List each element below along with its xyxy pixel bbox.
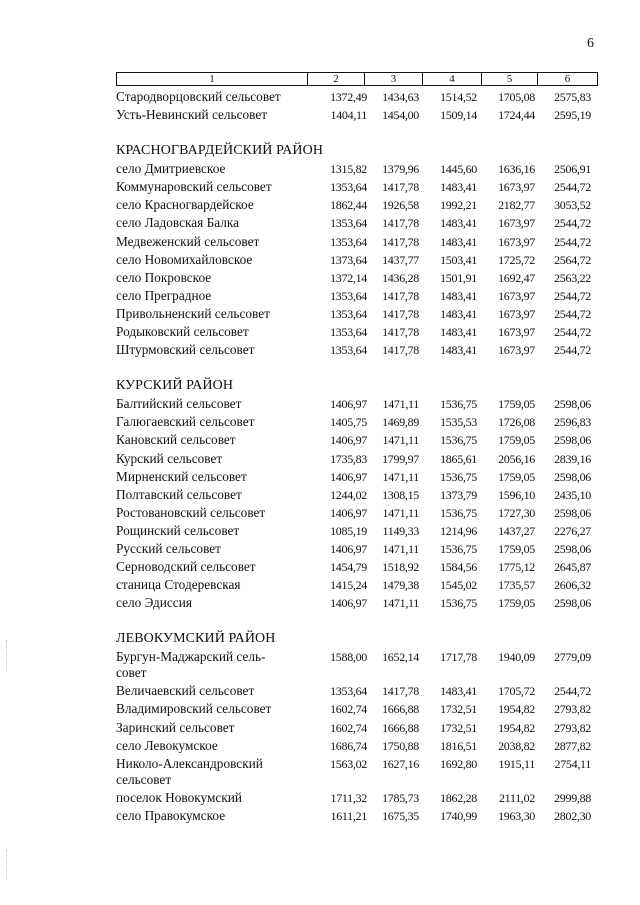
- value-cell: 1732,51: [440, 702, 477, 717]
- value-cell: 1865,61: [440, 451, 477, 466]
- settlement-name: Полтавский сельсовет: [116, 486, 242, 502]
- value-cell: 1405,75: [330, 415, 367, 430]
- row-values: [316, 305, 591, 323]
- value-cell: 1535,53: [440, 415, 477, 430]
- settlement-name: Родыковский сельсовет: [116, 324, 249, 340]
- value-cell: 1353,64: [330, 306, 367, 321]
- value-cell: 1611,21: [330, 808, 367, 823]
- value-cell: 1673,97: [498, 216, 535, 231]
- row-values: [316, 468, 591, 486]
- value-cell: 1214,96: [440, 523, 477, 538]
- value-cell: 1536,75: [440, 397, 477, 412]
- value-cell: 1673,97: [498, 325, 535, 340]
- table-row: [116, 287, 606, 305]
- value-cell: 1379,96: [382, 162, 419, 177]
- table-row: [116, 88, 606, 106]
- row-values: [316, 558, 591, 576]
- value-cell: 2645,87: [554, 560, 591, 575]
- column-header-table: [116, 72, 598, 86]
- value-cell: 1471,11: [382, 433, 419, 448]
- value-cell: 2839,16: [554, 451, 591, 466]
- district-heading: КУРСКИЙ РАЙОН: [116, 378, 234, 394]
- value-cell: 1479,38: [382, 578, 419, 593]
- column-number-2: 2: [308, 73, 365, 86]
- row-values: [316, 395, 591, 413]
- settlement-name: Владимировский сельсовет: [116, 701, 272, 717]
- value-cell: 1469,89: [382, 415, 419, 430]
- value-cell: 1992,21: [440, 198, 477, 213]
- settlement-name: Рощинский сельсовет: [116, 522, 240, 538]
- value-cell: 1673,97: [498, 234, 535, 249]
- row-values: [316, 323, 591, 341]
- value-cell: 1406,97: [330, 397, 367, 412]
- row-values: [316, 504, 591, 522]
- settlement-name: поселок Новокумский: [116, 789, 242, 805]
- value-cell: 2779,09: [554, 650, 591, 665]
- table-row: [116, 323, 606, 341]
- value-cell: 1417,78: [382, 684, 419, 699]
- row-values: [316, 755, 591, 773]
- row-values: [316, 341, 591, 359]
- table-row: [116, 522, 606, 540]
- value-cell: 1954,82: [498, 702, 535, 717]
- settlement-name: Кановский сельсовет: [116, 432, 236, 448]
- table-row: [116, 269, 606, 287]
- table-row: [116, 431, 606, 449]
- row-values: [316, 807, 591, 825]
- settlement-name: Курский сельсовет: [116, 450, 223, 466]
- settlement-name: станица Стодеревская: [116, 577, 241, 593]
- value-cell: 1372,49: [330, 90, 367, 104]
- value-cell: 1740,99: [440, 808, 477, 823]
- table-row: [116, 648, 606, 682]
- value-cell: 1509,14: [440, 108, 477, 123]
- settlement-name: село Красногвардейское: [116, 197, 254, 213]
- table-row: [116, 450, 606, 468]
- settlement-name: Заринский сельсовет: [116, 719, 235, 735]
- row-values: [316, 431, 591, 449]
- value-cell: 1406,97: [330, 505, 367, 520]
- settlement-name: село Дмитриевское: [116, 161, 226, 177]
- value-cell: 1353,64: [330, 288, 367, 303]
- value-cell: 2793,82: [554, 702, 591, 717]
- value-cell: 1437,27: [498, 523, 535, 538]
- row-values: [316, 522, 591, 540]
- column-header-row: [117, 73, 598, 86]
- value-cell: 1085,19: [330, 523, 367, 538]
- value-cell: 1417,78: [382, 234, 419, 249]
- table-row: [116, 160, 606, 178]
- value-cell: 1862,44: [330, 198, 367, 213]
- settlement-name: Привольненский сельсовет: [116, 305, 270, 321]
- value-cell: 1308,15: [382, 487, 419, 502]
- settlement-name: Штурмовский сельсовет: [116, 342, 255, 358]
- value-cell: 1417,78: [382, 216, 419, 231]
- value-cell: 1149,33: [382, 523, 419, 538]
- value-cell: 1705,72: [498, 684, 535, 699]
- table-row: [116, 576, 606, 594]
- value-cell: 2182,77: [498, 198, 535, 213]
- value-cell: 1602,74: [330, 702, 367, 717]
- settlement-name: Коммунаровский сельсовет: [116, 179, 272, 195]
- table-row: [116, 807, 606, 825]
- settlement-name: село Ладовская Балка: [116, 215, 240, 231]
- value-cell: 1315,82: [330, 162, 367, 177]
- value-cell: 1915,11: [498, 756, 535, 771]
- value-cell: 1471,11: [382, 469, 419, 484]
- row-values: [316, 233, 591, 251]
- value-cell: 1652,14: [382, 650, 419, 665]
- row-values: [316, 251, 591, 269]
- value-cell: 2598,06: [554, 596, 591, 611]
- value-cell: 1483,41: [440, 216, 477, 231]
- table-row: [116, 413, 606, 431]
- table-row: [116, 214, 606, 232]
- row-values: [316, 214, 591, 232]
- settlement-name: Николо-Александровский сельсовет: [116, 755, 263, 787]
- table-row: [116, 251, 606, 269]
- settlement-name: Величаевский сельсовет: [116, 683, 255, 699]
- value-cell: 1725,72: [498, 252, 535, 267]
- value-cell: 2598,06: [554, 541, 591, 556]
- value-cell: 1417,78: [382, 180, 419, 195]
- value-cell: 2544,72: [554, 288, 591, 303]
- value-cell: 1954,82: [498, 720, 535, 735]
- table-row: [116, 540, 606, 558]
- row-values: [316, 450, 591, 468]
- table-row: [116, 504, 606, 522]
- value-cell: 1406,97: [330, 433, 367, 448]
- row-values: [316, 682, 591, 700]
- value-cell: 1353,64: [330, 343, 367, 358]
- value-cell: 1775,12: [498, 560, 535, 575]
- table-row: [116, 737, 606, 755]
- column-number-6: 6: [538, 73, 598, 86]
- settlement-name: Серноводский сельсовет: [116, 559, 256, 575]
- value-cell: 1373,79: [440, 487, 477, 502]
- row-values: [316, 719, 591, 737]
- value-cell: 1471,11: [382, 541, 419, 556]
- value-cell: 1732,51: [440, 720, 477, 735]
- value-cell: 2575,83: [554, 90, 591, 104]
- value-cell: 1417,78: [382, 288, 419, 303]
- value-cell: 2544,72: [554, 216, 591, 231]
- table-row: [116, 682, 606, 700]
- value-cell: 1483,41: [440, 288, 477, 303]
- value-cell: 1436,28: [382, 270, 419, 285]
- settlement-name: Ростовановский сельсовет: [116, 504, 266, 520]
- settlement-name: Медвеженский сельсовет: [116, 233, 260, 249]
- value-cell: 2598,06: [554, 397, 591, 412]
- value-cell: 1483,41: [440, 234, 477, 249]
- value-cell: 1483,41: [440, 325, 477, 340]
- page-number: 6: [587, 36, 594, 51]
- value-cell: 1353,64: [330, 325, 367, 340]
- value-cell: 1501,91: [440, 270, 477, 285]
- value-cell: 1675,35: [382, 808, 419, 823]
- value-cell: 2544,72: [554, 234, 591, 249]
- value-cell: 2564,72: [554, 252, 591, 267]
- row-values: [316, 540, 591, 558]
- value-cell: 1759,05: [498, 596, 535, 611]
- value-cell: 1514,52: [440, 90, 477, 104]
- value-cell: 2111,02: [498, 790, 535, 805]
- value-cell: 1940,09: [498, 650, 535, 665]
- settlement-name: село Эдиссия: [116, 595, 192, 611]
- table-row: [116, 486, 606, 504]
- value-cell: 2595,19: [554, 108, 591, 123]
- value-cell: 2038,82: [498, 738, 535, 753]
- row-values: [316, 594, 591, 612]
- row-values: [316, 178, 591, 196]
- value-cell: 1717,78: [440, 650, 477, 665]
- value-cell: 2598,06: [554, 433, 591, 448]
- value-cell: 1406,97: [330, 541, 367, 556]
- value-cell: 1727,30: [498, 505, 535, 520]
- value-cell: 1353,64: [330, 684, 367, 699]
- value-cell: 1437,77: [382, 252, 419, 267]
- value-cell: 1926,58: [382, 198, 419, 213]
- value-cell: 1483,41: [440, 306, 477, 321]
- value-cell: 1588,00: [330, 650, 367, 665]
- value-cell: 2563,22: [554, 270, 591, 285]
- value-cell: 1735,57: [498, 578, 535, 593]
- value-cell: 1711,32: [330, 790, 367, 805]
- value-cell: 1503,41: [440, 252, 477, 267]
- value-cell: 1353,64: [330, 234, 367, 249]
- value-cell: 1353,64: [330, 180, 367, 195]
- value-cell: 1686,74: [330, 738, 367, 753]
- value-cell: 1759,05: [498, 469, 535, 484]
- table-row: [116, 594, 606, 612]
- value-cell: 1673,97: [498, 306, 535, 321]
- scan-edge-mark: [6, 850, 8, 880]
- value-cell: 1816,51: [440, 738, 477, 753]
- value-cell: 2596,83: [554, 415, 591, 430]
- value-cell: 1434,63: [382, 90, 419, 104]
- value-cell: 2999,88: [554, 790, 591, 805]
- scan-edge-mark: [6, 640, 8, 670]
- value-cell: 2544,72: [554, 325, 591, 340]
- row-values: [316, 287, 591, 305]
- settlement-name: село Преградное: [116, 287, 212, 303]
- table-row: [116, 395, 606, 413]
- settlement-name: Бургун-Маджарский сель- совет: [116, 649, 266, 681]
- value-cell: 1596,10: [498, 487, 535, 502]
- value-cell: 1636,16: [498, 162, 535, 177]
- value-cell: 1471,11: [382, 397, 419, 412]
- value-cell: 1417,78: [382, 306, 419, 321]
- value-cell: 1673,97: [498, 180, 535, 195]
- row-values: [316, 88, 591, 106]
- value-cell: 1602,74: [330, 720, 367, 735]
- value-cell: 1584,56: [440, 560, 477, 575]
- value-cell: 1445,60: [440, 162, 477, 177]
- table-row: [116, 341, 606, 359]
- district-heading: ЛЕВОКУМСКИЙ РАЙОН: [116, 631, 276, 647]
- value-cell: 1759,05: [498, 433, 535, 448]
- value-cell: 1417,78: [382, 325, 419, 340]
- settlement-name: село Покровское: [116, 269, 212, 285]
- value-cell: 1692,80: [440, 756, 477, 771]
- value-cell: 1862,28: [440, 790, 477, 805]
- value-cell: 2544,72: [554, 343, 591, 358]
- settlement-name: Галюгаевский сельсовет: [116, 414, 255, 430]
- value-cell: 1483,41: [440, 180, 477, 195]
- value-cell: 1963,30: [498, 808, 535, 823]
- value-cell: 1353,64: [330, 216, 367, 231]
- row-values: [316, 269, 591, 287]
- row-values: [316, 106, 591, 124]
- column-number-3: 3: [365, 73, 423, 86]
- value-cell: 2435,10: [554, 487, 591, 502]
- row-values: [316, 700, 591, 718]
- value-cell: 2802,30: [554, 808, 591, 823]
- settlement-name: Русский сельсовет: [116, 540, 221, 556]
- value-cell: 1563,02: [330, 756, 367, 771]
- document-body: [116, 88, 606, 825]
- row-values: [316, 486, 591, 504]
- table-row: [116, 468, 606, 486]
- table-row: [116, 719, 606, 737]
- settlement-name: Мирненский сельсовет: [116, 468, 247, 484]
- value-cell: 1536,75: [440, 541, 477, 556]
- row-values: [316, 576, 591, 594]
- settlement-name: село Новомихайловское: [116, 251, 253, 267]
- value-cell: 1417,78: [382, 343, 419, 358]
- settlement-name: село Левокумское: [116, 737, 218, 753]
- row-values: [316, 196, 591, 214]
- value-cell: 1454,00: [382, 108, 419, 123]
- value-cell: 2754,11: [554, 756, 591, 771]
- value-cell: 2544,72: [554, 180, 591, 195]
- value-cell: 1518,92: [382, 560, 419, 575]
- value-cell: 1454,79: [330, 560, 367, 575]
- row-values: [316, 737, 591, 755]
- row-values: [316, 413, 591, 431]
- value-cell: 2276,27: [554, 523, 591, 538]
- value-cell: 1373,64: [330, 252, 367, 267]
- row-values: [316, 789, 591, 807]
- value-cell: 1673,97: [498, 343, 535, 358]
- table-row: [116, 233, 606, 251]
- value-cell: 1799,97: [382, 451, 419, 466]
- value-cell: 1536,75: [440, 469, 477, 484]
- value-cell: 1726,08: [498, 415, 535, 430]
- value-cell: 1406,97: [330, 469, 367, 484]
- value-cell: 1673,97: [498, 288, 535, 303]
- table-row: [116, 789, 606, 807]
- value-cell: 1627,16: [382, 756, 419, 771]
- value-cell: 1705,08: [498, 90, 535, 104]
- value-cell: 1735,83: [330, 451, 367, 466]
- value-cell: 2606,32: [554, 578, 591, 593]
- value-cell: 1545,02: [440, 578, 477, 593]
- value-cell: 1244,02: [330, 487, 367, 502]
- value-cell: 1372,14: [330, 270, 367, 285]
- table-row: [116, 700, 606, 718]
- value-cell: 1666,88: [382, 720, 419, 735]
- value-cell: 1750,88: [382, 738, 419, 753]
- value-cell: 2598,06: [554, 469, 591, 484]
- settlement-name: Стародворцовский сельсовет: [116, 89, 281, 104]
- value-cell: 1483,41: [440, 684, 477, 699]
- value-cell: 1415,24: [330, 578, 367, 593]
- table-row: [116, 755, 606, 789]
- value-cell: 2793,82: [554, 720, 591, 735]
- table-row: [116, 558, 606, 576]
- table-row: [116, 178, 606, 196]
- table-row: [116, 305, 606, 323]
- value-cell: 1536,75: [440, 433, 477, 448]
- value-cell: 2544,72: [554, 684, 591, 699]
- settlement-name: Балтийский сельсовет: [116, 396, 242, 412]
- value-cell: 1404,11: [330, 108, 367, 123]
- settlement-name: Усть-Невинский сельсовет: [116, 107, 268, 123]
- table-row: [116, 106, 606, 124]
- table-row: [116, 196, 606, 214]
- column-number-4: 4: [423, 73, 482, 86]
- value-cell: 1724,44: [498, 108, 535, 123]
- value-cell: 1692,47: [498, 270, 535, 285]
- value-cell: 2544,72: [554, 306, 591, 321]
- district-heading: КРАСНОГВАРДЕЙСКИЙ РАЙОН: [116, 143, 324, 159]
- value-cell: 2877,82: [554, 738, 591, 753]
- value-cell: 1471,11: [382, 596, 419, 611]
- row-values: [316, 160, 591, 178]
- value-cell: 3053,52: [554, 198, 591, 213]
- value-cell: 1536,75: [440, 596, 477, 611]
- value-cell: 1759,05: [498, 541, 535, 556]
- value-cell: 1759,05: [498, 397, 535, 412]
- value-cell: 2056,16: [498, 451, 535, 466]
- value-cell: 1483,41: [440, 343, 477, 358]
- row-values: [316, 648, 591, 666]
- value-cell: 1785,73: [382, 790, 419, 805]
- value-cell: 1536,75: [440, 505, 477, 520]
- value-cell: 2598,06: [554, 505, 591, 520]
- column-number-1: 1: [117, 73, 308, 86]
- value-cell: 2506,91: [554, 162, 591, 177]
- column-number-5: 5: [482, 73, 538, 86]
- value-cell: 1471,11: [382, 505, 419, 520]
- value-cell: 1666,88: [382, 702, 419, 717]
- value-cell: 1406,97: [330, 596, 367, 611]
- settlement-name: село Правокумское: [116, 807, 226, 823]
